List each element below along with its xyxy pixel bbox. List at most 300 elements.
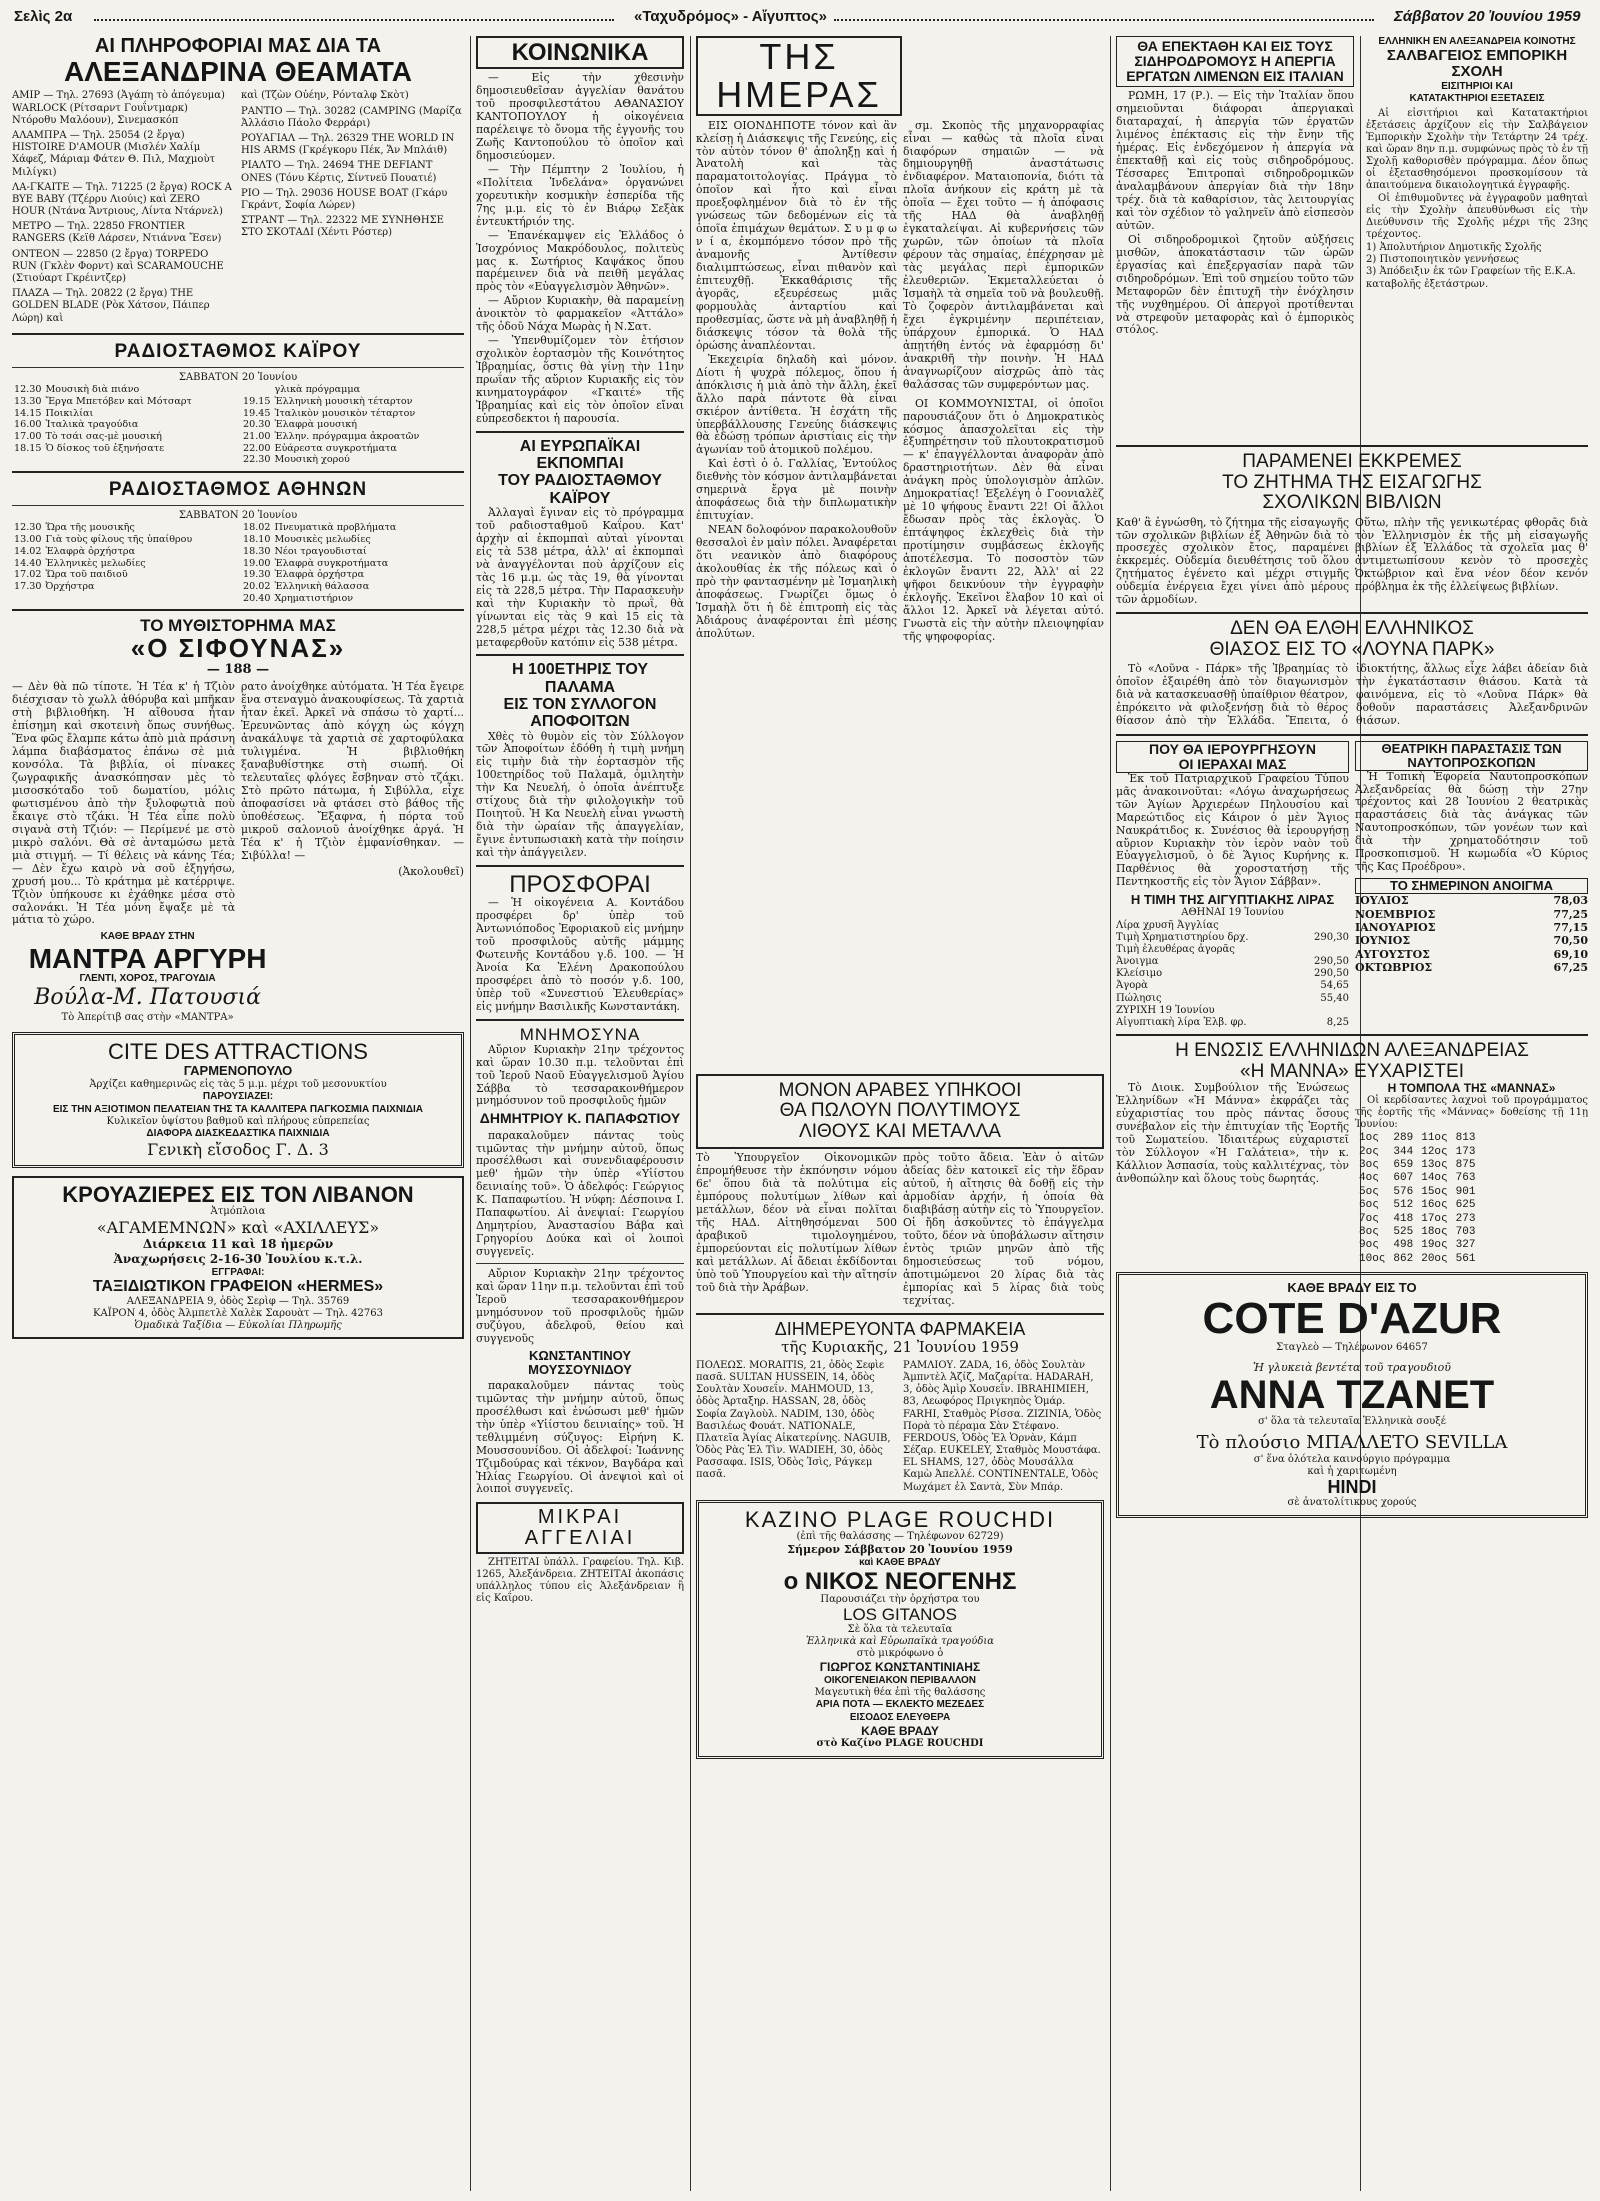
tombola-cell: 862 — [1393, 1252, 1414, 1265]
strike-p2: Οἱ σιδηροδρομικοὶ ζητοῦν αὐξήσεις μισθῶν, ἀποκατάστασιν τῶν ὡρῶν ἐργασίας καὶ ἐπεξεργασίαν παρὰ τῶν σιδηροδρόμων. Ἐπὶ τοῦ σημείου τοῦτο τῶν Μεταφορῶν δὲν ἐπιτυχῆ τὴν ἐνόχλησιν τῆς νυχθημέρου. Οἱ ἀπεργοὶ προτίθενται νὰ στρεφοῦν μεταφορὰς καὶ ὁ ἐμπορικὸς στόλος. — [1116, 232, 1354, 337]
tombola-row — [1355, 1186, 1479, 1199]
radio-program-cell: Ἑλληνικὲς μελωδίες — [45, 557, 146, 569]
opening-month: ΟΚΤΩΒΡΙΟΣ — [1355, 961, 1433, 975]
tombola-cell: 10ος — [1359, 1252, 1386, 1265]
tombola-row — [1355, 1213, 1479, 1226]
lira-label: Ἀνοιγμα — [1116, 956, 1159, 968]
lira-label: Ἀγορὰ — [1116, 980, 1148, 992]
radio-program-row — [12, 384, 194, 396]
cinema-listing: ΠΛΑΖΑ — Τηλ. 20822 (2 ἔργα) THE GOLDEN BLADE (Ρὸκ Χάτσον, Πάιπερ Λώρη) καὶ — [12, 288, 210, 324]
radio-program-cell: Νέοι τραγουδισταί — [274, 545, 367, 557]
tombola-cell: 17ος — [1421, 1212, 1448, 1225]
gems-title: ΜΟΝΟΝ ΑΡΑΒΕΣ ΥΠΗΚΟΟΙ ΘΑ ΠΩΛΟΥΝ ΠΟΛΥΤΙΜΟΥΣ ΛΙΘΟΥΣ ΚΑΙ ΜΕΤΑΛΛΑ — [778, 1079, 1022, 1142]
pharmacies-date: τῆς Κυριακῆς, 21 Ἰουνίου 1959 — [781, 1338, 1019, 1357]
lira-value: 55,40 — [1320, 992, 1349, 1004]
pharmacies-city: ΠΟΛΕΩΣ. MORAITIS, 21, ὁδὸς Σεφὶε πασᾶ. SULTAN HUSSEIN, 14, ὁδὸς Σουλτὰν Χουσεΐν. MAHMOUD, 13, ὁδὸς Ἀρταξηρ. HASSAN, 28, ὁδὸς Σοφία Ζαγλοὺλ. NADIM, 130, ὁδὸς Βασιλέως Φουάτ. NATIONALE, Πλατεῖα Ἁγίας Αἰκατερίνης. NAGUIB, Ὁδὸς Ρὰς Ἐλ Τὶν. WADIEH, 30, ὁδὸς Ρασσαφα. ISIS, Ὁδὸς Ἰσὶς, Ράγκεμ πασᾶ. — [696, 1359, 891, 1481]
novel-text-left: — Δὲν θὰ πῶ τίποτε. Ἡ Τέα κ' ἡ Τζιὸν διέσχισαν τὸ χωλλ ἀθόρυβα καὶ μπῆκαν στὴ βιβλιοθήκη. Ἡ αἴθουσα ἦταν ἐπίσημη καὶ σκοτεινὴ ὅπως συνήθως. Ἕνα φῶς ἔλαμπε κάτω ἀπὸ μιὰ πράσινη λάμπα διαβάσματος ἐπάνω σὲ μιὰ κονσόλα. Τὰ βιβλία, οἱ πίνακες ζωγραφικῆς ἀνασκόπησαν μὲς τὸ μισοσκόταδο τοῦ δωματίου, μόλις φωτισμένου ἀπὸ τὴν ξυλοφωτιὰ ποὺ ἔκαιγε στὸ τζάκι. Ἡ Τέα εἶπε πολὺ σιγανὰ στὴ Τζιόν: — Περίμενέ με στὸ μικρὸ σαλόνι. Θὰ σὲ ἀνταμώσω μετὰ μιὰ στιγμή. — Τί θέλεις νὰ κάνης Τέα; — Δὲν ἔχω καιρὸ νὰ σοῦ ἐξηγήσω, χρυσή μου... Τὸ κράτημα μὲ κατέρριψε. Τζιὸν ὑπήκουσε κι ἐχάθηκε μέσα στὸ σαλονάκι. Ἡ Τέα μόνη ἔψαξε μὲ τὰ μάτια τὸ χώρο. — [12, 680, 235, 927]
mandra-ad-sub: ΓΛΕΝΤΙ, ΧΟΡΟΣ, ΤΡΑΓΟΥΔΙΑ — [79, 973, 216, 985]
opening-month: ΝΟΕΜΒΡΙΟΣ — [1355, 907, 1436, 921]
opening-month: ΙΑΝΟΥΑΡΙΟΣ — [1355, 921, 1436, 935]
kazino-l6: Σὲ ὅλα τὰ τελευταῖα — [847, 1623, 953, 1635]
kazino-l8: στὸ μικρόφωνο ὁ — [856, 1648, 944, 1660]
cote-top: ΚΑΘΕ ΒΡΑΔΥ ΕΙΣ ΤΟ — [1287, 1280, 1417, 1296]
tombola-cell: 813 — [1455, 1132, 1476, 1145]
radio-program-cell: Ὥρα τοῦ παιδιοῦ — [45, 569, 128, 581]
cote-sub: Σταγλεὸ — Τηλέφωνον 64657 — [1276, 1342, 1428, 1354]
radio-program-table — [241, 384, 421, 466]
radio-athens-day: ΣΑΒΒΑΤΟΝ 20 Ἰουνίου — [178, 510, 298, 522]
books-head: ΠΑΡΑΜΕΝΕΙ ΕΚΚΡΕΜΕΣ ΤΟ ΖΗΤΗΜΑ ΤΗΣ ΕΙΣΑΓΩΓΗΣ ΣΧΟΛΙΚΩΝ ΒΙΒΛΙΩΝ — [1222, 451, 1482, 514]
opening-month: ΙΟΥΛΙΟΣ — [1355, 894, 1409, 908]
radio-program-cell: 18.15 — [14, 442, 42, 454]
cite-line-6: Γενικὴ εἴσοδος Γ. Δ. 3 — [147, 1140, 329, 1160]
novel-continued: (Ἀκολουθεῖ) — [398, 864, 464, 878]
column-2 — [476, 36, 684, 2193]
paper-title: «Ταχυδρόμος» - Αἴγυπτος» — [634, 8, 827, 25]
lira-row — [1116, 956, 1349, 968]
radio-program-table — [241, 522, 398, 604]
radio-program-cell: 18.02 — [243, 522, 271, 534]
editorial-f: ΟΙ ΚΟΜΜΟΥΝΙΣΤΑΙ, οἱ ὁποῖοι παρουσιάζουν ὅτι ὁ Δημοκρατικὸς κόσμος ἀπασχολεῖται εἰς τὴν ἐξυπηρέτησιν τοῦ πλουτοκρατισμοῦ — κ' ἐπαγγέλλονται ἀναφορὰν ἀπὸ δραστηριοτήτων. Δὲν θὰ εἶναι ἀνάγκη πρὸς ὑπολογισμὸν ἁπλῶν. Δημοκρατίας! Ἐξελέγη ὁ Γοονιαλὲζ μὲ 10 ψήφους ἔναντι 22! Οἱ ἄλλοι ἔδωσαν πρὸς τὰς ἐκλογὰς. Ὁ ἑπτάψηφος ἐκλεχθεὶς διὰ τὴν προτίμησιν συμβάσεως ἐκλογῆς ἀποτέλεσμα. Τὸ ποσοστὸν τῶν ἐκλογῶν ἔναντι 22, Ἀλλ' αἱ 22 ψῆφοι δεικνύουν τὴν ἐγγραφὴν ἐκλογῆς. Ἐκεῖνοι ἔλαβον 10 καὶ οἱ ἄλλοι 12. Ἀρκεῖ νὰ λέγεται αὐτό. Γνωστὰ εἰς τὴν αὐτὴν πλειοψηφίαν τῆς ψηφοφορίας. — [903, 396, 1104, 643]
page-number: Σελὶς 2α — [14, 8, 73, 25]
opening-month: ΙΟΥΝΙΟΣ — [1355, 934, 1411, 948]
opening-value: 77,15 — [1553, 921, 1588, 935]
cinema-listings — [12, 90, 464, 327]
tombola-cell: 901 — [1455, 1185, 1476, 1198]
kazino-l10: ΟΙΚΟΓΕΝΕΙΑΚΟΝ ΠΕΡΙΒΑΛΛΟΝ — [823, 1675, 977, 1687]
classifieds-text: ΖΗΤΕΙΤΑΙ ὑπάλλ. Γραφείου. Τηλ. Κιβ. 1265, Ἀλεξάνδρεια. ΖΗΤΕΙΤΑΙ ἀκοπάσις υπάλληλος τύπου εἰς Ἀλεξάνδρειαν ἢ εἰς Καΐρου. — [476, 1557, 684, 1605]
cinema-head: ΑΙ ΠΛΗΡΟΦΟΡΙΑΙ ΜΑΣ ΔΙΑ ΤΑ — [94, 36, 382, 57]
donations-text: — Ἡ οἰκογένεια Α. Κοντάδου προσφέρει δρ' ὑπὲρ τοῦ Ἀντωνιόποδος Ἐφοριακοῦ εἰς μνήμην τοῦ προσφιλοῦς αὐτῆς μάμμης Φωτεινῆς Κοντάδου γ.δ. 100. — Ἡ Ἀνοία Κα Ἐλένη Δρακοπούλου προσφέρει ἀπὸ τὸ ποσόν γ.δ. 100, ὑπὲρ τοῦ «Συνεστιού Ἐλευθερίας» εἰς μνήμην Βασιλικῆς Κωνσταντάκη. — [476, 896, 684, 1013]
tombola-cell: 498 — [1393, 1239, 1414, 1252]
books-text-1: Καθ' ἃ ἐγνώσθη, τὸ ζήτημα τῆς εἰσαγωγῆς τῶν σχολικῶν βιβλίων ἐξ Ἀθηνῶν διὰ τὸ προσεχὲς σχολικὸν ἔτος, παραμένει ἐκκρεμές. Οὐδεμία διευθέτησις τοῦ ὅλου ζητήματος ἐγένετο καὶ μέχρι στιγμῆς οὐδεμία ἐνέργεια ἔχει γίνει ἀπὸ μέρους τῶν ἁρμοδίων. — [1116, 515, 1349, 607]
radio-program-row — [241, 454, 421, 466]
kazino-l4: Παρουσιάζει τὴν ὀρχήστρα του — [820, 1593, 980, 1605]
cinema-listing: ΡΟΥΑΓΙΑΛ — Τηλ. 26329 THE WORLD IN HIS ARMS (Γκρέγκορυ Πέκ, Ἄν Μπλάιθ) — [241, 132, 455, 157]
manna-text: Τὸ Διοικ. Συμβούλιον τῆς Ἑνώσεως Ἑλληνίδων «Ἡ Μάννα» ἐκφράζει τὰς εὐχαριστίας του πρὸς πάντας ὅσους συνέβαλον εἰς τὴν ἐπιτυχίαν τῆς Ἐορτῆς τοῦ Σωματείου. Ἰδιαιτέρως εὐχαριστεῖ τὸν Σύλλογον «Ἡ Γαλάτεια», τὴν κ. Κάλλιον Ἀσπασία, τοὺς καλλιτέχνας, τὸν ἀνθοπώλην καὶ ὅλους τοὺς δωρητάς. — [1116, 1081, 1349, 1185]
radio-program-cell: 19.15 — [243, 395, 271, 407]
opening-value: 69,10 — [1553, 947, 1588, 961]
tombola-cell: 12ος — [1421, 1145, 1448, 1158]
theatre-text: Ἡ Τοπικὴ Ἐφορεία Ναυτοπροσκόπων Ἀλεξανδρείας θὰ δώσῃ τὴν 27ην τρέχοντος καὶ 28 Ἰουνίου 2 θεατρικὰς παραστάσεις διὰ τὰς ἀνάγκας τῶν Ναυτοπροσκόπων, τῶν γονέων των καὶ διὰ τὴν χρηματοδότησιν τοῦ Προσκοπισμοῦ. Ἡ κωμωδία «Ὁ Κύριος τῆς Κας Προέδρου». — [1355, 769, 1588, 874]
kazino-l5: LOS GITANOS — [843, 1605, 957, 1625]
mandra-ad-note: Τὸ Ἀπερίτιβ σας στὴν «ΜΑΝΤΡΑ» — [61, 1012, 234, 1024]
cite-sub: ΓΑΡΜΕΝΟΠΟΥΛΟ — [183, 1063, 293, 1079]
opening-row — [1355, 961, 1588, 974]
tombola-cell: 763 — [1455, 1172, 1476, 1185]
radio-program-cell: Ποικιλίαι — [45, 407, 94, 419]
lira-row — [1116, 944, 1349, 956]
radio-program-cell: 21.00 — [243, 430, 271, 442]
cinema-listing: ΑΛΑΜΠΡΑ — Τηλ. 25054 (2 ἔργα) HISTOIRE D'AMOUR (Μισλέν Χαλίμ Χάφεζ, Μάριαμ Φάτεν Θ. Πιλ, Μαχμοὺτ Μιλίγκι) — [12, 129, 216, 178]
novel-text — [12, 681, 464, 927]
kazino-sub: (ἐπὶ τῆς θαλάσσης — Τηλέφωνον 62729) — [796, 1530, 1004, 1542]
opening-month: ΑΥΓΟΥΣΤΟΣ — [1355, 947, 1430, 961]
radio-program-row — [241, 419, 421, 431]
radio-program-row — [12, 558, 194, 570]
pharmacies-ramleh: ΡΑΜΛΙΟΥ. ZADA, 16, ὁδὸς Σουλτὰν Ἀμπντὲλ Ἀζίζ, Μαζαρίτα. HADARAH, 3, ὁδὸς Ἀμὶρ Χουσεΐν. IBRAHIMIEH, 83, Λεωφόρος Πριγκηπὸς Ὁμάρ. FARHI, Σταθμὸς Ρίσσα. ZIZINIA, Ὁδὸς Πορὰ τὸ πέραμα Σὰν Στέφανο. FERDOUS, Ὁδὸς Ἐλ Ὁρνὰν, Κάμπ Σέζαρ. EUKELEY, Σταθμὸς Μουστάφα. EL SHAMS, 127, ὁδὸς Μουσάλλα Καμὼ Ἀπελλέ. CONTINENTALE, Ὁδὸς Μωχάμετ ἐλ Σαντὰ, Σὺν Μπάρ. — [903, 1359, 1102, 1493]
radio-program-row — [241, 558, 398, 570]
cruise-line-1: Ἀτμόπλοια — [210, 1205, 266, 1217]
tombola-row — [1355, 1199, 1479, 1212]
radio-program-row — [241, 546, 398, 558]
opening-value: 77,25 — [1553, 907, 1588, 921]
tombola-cell: 7ος — [1359, 1212, 1379, 1225]
radio-program-row — [241, 431, 421, 443]
cinema-title: ΑΛΕΞΑΝΔΡΙΝΑ ΘΕΑΜΑΤΑ — [64, 56, 412, 87]
tombola-row — [1355, 1226, 1479, 1239]
theatre-head: ΘΕΑΤΡΙΚΗ ΠΑΡΑΣΤΑΣΙΣ ΤΩΝ ΝΑΥΤΟΠΡΟΣΚΟΠΩΝ — [1355, 741, 1588, 771]
euro-broadcasts-head: ΑΙ ΕΥΡΩΠΑΪΚΑΙ ΕΚΠΟΜΠΑΙ ΤΟΥ ΡΑΔΙΟΣΤΑΘΜΟΥ ΚΑΪΡΟΥ — [498, 437, 662, 507]
tombola-cell: 16ος — [1421, 1199, 1448, 1212]
lira-label: Τιμὴ Χρηματιστηρίου δρχ. — [1116, 931, 1249, 943]
radio-program-cell: Ἐλαφρὰ ὀρχήστρα — [274, 569, 365, 581]
lira-label: Τιμὴ ἐλευθέρας ἀγορᾶς — [1116, 943, 1235, 955]
tombola-cell: 327 — [1455, 1239, 1476, 1252]
kazino-l14: ΚΑΘΕ ΒΡΑΔΥ — [861, 1723, 939, 1738]
gems-text-left: Τὸ Ὑπουργεῖον Οἰκονομικῶν ἐπρομήθευσε τὴν ἐκπόνησιν νόμου 6ε' ὅπου διὰ τὰ πολύτιμα εἰς ἐμπόρους πολυτίμων λίθων καὶ μετάλλων, δέον νὰ εἶναι πολῖται τῆς ΗΑΔ. Αἰτηθησόμεναι 500 ἀραβικοῦ τιμολογημένου, ἐμπορεύονται εἰς πολυτίμων λίθων καὶ μετάλλων. Αἱ ἄδειαι ἐκδίδονται ὑπὸ τοῦ Ὑπουργείου καὶ τὴν αἴτησίν τοῦ διὰ τὴν Ἀράβων. — [696, 1151, 897, 1294]
euro-broadcasts-text: Ἀλλαγαὶ ἔγιναν εἰς τὸ πρόγραμμα τοῦ ραδιοσταθμοῦ Καΐρου. Κατ' ἀρχὴν αἱ ἐκπομπαὶ αὐταὶ γίνονται εἰς τὰ 538 μέτρα, ἀλλ' αἱ ἐκπομπαὶ νὰ ἀναγγέλονται ποὺ ἀρχίζουν εἰς τὰς 16 μ.μ. ὡς τὰς 19, θὰ γίνονται εἰς τὰ 228,5 μέτρα. Τὴν Παρασκευὴν καὶ τὴν Κυριακὴν τὸ πρωῒ, θὰ γίνωνται εἰς τὰς 9 καὶ 15 εἰς τὰ 228,5 μέτρα μέχρι τὰς 12.30 διὰ νὰ μεταφερθοῦν κατόπιν εἰς 538 μέτρα. — [476, 505, 684, 649]
school-community: ΕΛΛΗΝΙΚΗ ΕΝ ΑΛΕΞΑΝΔΡΕΙΑ ΚΟΙΝΟΤΗΣ — [1378, 36, 1576, 47]
opening-row — [1355, 934, 1588, 947]
tombola-cell: 173 — [1455, 1145, 1476, 1158]
cote-l1: Ἡ γλυκειὰ βεντέτα τοῦ τραγουδιοῦ — [1253, 1360, 1451, 1374]
radio-program-cell: 17.00 — [14, 430, 42, 442]
lower-right — [1116, 440, 1588, 2193]
cote-l6: HINDI — [1327, 1477, 1377, 1498]
radio-program-cell: 17.02 — [14, 569, 42, 581]
kazino-title: ΚΑΖΙΝΟ PLAGE ROUCHDI — [744, 1506, 1056, 1532]
novel-text-right: ρατο ἀνοίχθηκε αὐτόματα. Ἡ Τέα ἔγειρε ἕνα στεναγμὸ ἀνακουφίσεως. Τὰ χαρτιὰ ἦταν ἐκεῖ. Ἀρκεῖ νὰ σπάσω τὸ χαρτί... Ἐρευνῶντας ἀπὸ κόγχη ὡς κόγχη ἀνακάλυψε τὰ χαρτιὰ σὲ χαρτοφύλακα τυλιγμένα. Ἡ βιβλιοθήκη ξαναβυθίστηκε στὴ σιωπή. Οἱ τελευταῖες φλόγες ἔσβηναν στὸ τζάκι. Στὸ πρῶτο πάτωμα, ἡ Σιβύλλα, εἶχε ἀποφασίσει νὰ φτάσει στὸ βάθος τῆς ὑποθέσεως. Ἔξαφνα, ἡ πόρτα τοῦ μικροῦ σαλονιοῦ ἀνοίχθηκε ἀργά. Ἡ Τέα κ' ἡ Τζιὸν ἐμφανίσθηκαν. — Σιβύλλα! — — [241, 680, 464, 862]
cruise-line-6: ΤΑΞΙΔΙΩΤΙΚΟΝ ΓΡΑΦΕΙΟΝ «HERMES» — [92, 1277, 384, 1295]
radio-program-cell — [241, 384, 272, 396]
cote-name: ΑΝΝΑ ΤΖΑΝΕΤ — [1209, 1372, 1495, 1417]
school-title: ΣΑΛΒΑΓΕΙΟΣ ΕΜΠΟΡΙΚΗ ΣΧΟΛΗ — [1386, 47, 1568, 81]
tombola-cell: 20ος — [1421, 1252, 1448, 1265]
school-p2: Οἱ ἐπιθυμοῦντες νὰ ἐγγραφοῦν μαθηταὶ εἰς τὴν Σχολὴν ἀπευθύνθωσι εἰς τὴν Διεύθυνσιν τῆς Σχολῆς μέχρι τῆς 23ης τρέχοντος. — [1366, 192, 1588, 240]
kazino-l9: ΓΙΩΡΓΟΣ ΚΩΝΣΤΑΝΤΙΝΙΑΗΣ — [819, 1660, 981, 1675]
radio-program-cell: Ἐλαφρὰ μουσική — [274, 419, 357, 431]
cote-dazur-ad — [1116, 1272, 1588, 1517]
cite-line-3: ΕΙΣ ΤΗΝ ΑΞΙΟΤΙΜΟΝ ΠΕΛΑΤΕΙΑΝ ΤΗΣ ΤΑ ΚΑΛΛΙΤΕΡΑ ΠΑΓΚΟΣΜΙΑ ΠΑΙΧΝΙΔΙΑ — [52, 1103, 424, 1115]
tombola-cell: 11ος — [1421, 1132, 1448, 1145]
radio-program-cell: 19.30 — [243, 569, 271, 581]
column-3 — [696, 36, 1104, 2193]
classifieds-title: ΜΙΚΡΑΙ ΑΓΓΕΛΙΑΙ — [524, 1506, 636, 1550]
radio-program-row — [12, 546, 194, 558]
memorial-1-name: ΔΗΜΗΤΡΙΟΥ Κ. ΠΑΠΑΦΩΤΙΟΥ — [479, 1110, 681, 1127]
of-the-day-text — [696, 120, 1104, 1070]
radio-program-row — [12, 443, 194, 455]
novel-installment: — 188 — — [206, 662, 270, 678]
editorial-a: ΕΙΣ ΟΙΟΝΔΗΠΟΤΕ τόνον καὶ ἂν κλείσῃ ἡ Διάσκεψις τῆς Γενεύης, εἰς τὸν αὐτὸν τόνον θ' ἀποληξῃ καὶ ἡ Ἀνατολὴ καὶ τὰς παραματοιτολογίας. Πράγμα τὸ ὁποῖον καὶ ἦτο καὶ εἶναι προεξοφλημένον διὰ τὸ ἐν τῆς γνώσεως τῶν δεδομένων εἰς τὰ ὁποῖα ἐπιμάχων θεμάτων. Σ υ μ φ ω ν ί α, ἐκομπόμενο τόσον πρὸ τῆς ἀναμονῆς Ἀντίθεσιν διαλιμπτώσεως, εἶναι πιθανὸν καὶ ἐπιτευχθῇ. Ἐκκαθάρισις τῆς ἀγορᾶς, εξευρέσεως μιᾶς φορμουλὰς ἀνταρτίου καὶ προθεσμίας, ὥστε νὰ μὴ ἀναβληθῇ ἡ διάσκεψις τόσον τὰ θολὰ τῆς ὁρώσης ἀναπλέονται. — [696, 119, 897, 352]
radio-program-row — [12, 522, 194, 534]
lira-table — [1116, 920, 1349, 1030]
radio-program-cell: Μουσικὲς μελωδίες — [274, 534, 371, 546]
kazino-l3: ο ΝΙΚΟΣ ΝΕΟΓΕΝΗΣ — [783, 1567, 1017, 1595]
radio-program-cell: Ὥρα τῆς μουσικῆς — [45, 522, 135, 534]
radio-athens-program — [12, 522, 464, 604]
radio-program-cell: 20.40 — [243, 592, 271, 604]
radio-program-cell: 17.30 — [14, 580, 42, 592]
radio-athens-title: ΡΑΔΙΟΣΤΑΘΜΟΣ ΑΘΗΝΩΝ — [108, 479, 368, 501]
cinema-listing: ΛΑ-ΓΚΑΙΤΕ — Τηλ. 71225 (2 ἔργα) ROCK A BYE BABY (Τζέρρυ Λιούις) καὶ ZERO HOUR (Ντάνα Ἄντριους, Λίντα Ντάρνελ) — [12, 181, 232, 218]
radio-program-row — [12, 534, 194, 546]
memorials-title: ΜΝΗΜΟΣΥΝΑ — [519, 1024, 641, 1044]
radio-program-row — [241, 593, 398, 605]
masthead — [14, 8, 1586, 30]
cite-line-1: Ἀρχίζει καθημερινῶς εἰς τὰς 5 μ.μ. μέχρι τοῦ μεσονυκτίου — [89, 1079, 387, 1091]
lira-head: Η ΤΙΜΗ ΤΗΣ ΑΙΓΥΠΤΙΑΚΗΣ ΛΙΡΑΣ — [1130, 892, 1335, 908]
memorial-2-text: παρακαλοῦμεν πάντας τοὺς τιμῶντας τὴν μνήμην αὐτοῦ, ὅπως προσέλθωσι καὶ ἐνώσωσι μεθ' ἡμῶν τὴν ὑπὲρ «Υἱίστου δεινιαίης» τοῦ. Ἡ τεθλιμμένη σύζυγος: Εἰρήνη Κ. Μουσσουνίδου. Οἱ ἀδελφοί: Ἰωάννης Τζιμδούρας καὶ τέκνον, Βαγδάρα καὶ Ἠλίας Γεωργίου. Οἱ ἀνεψιοὶ καὶ οἱ λοιποὶ συγγενεῖς. — [476, 1378, 684, 1496]
radio-program-cell: 22.30 — [243, 454, 271, 466]
social-p3: — Ἐπανέκαμψεν εἰς Ἑλλάδος ὁ Ἰσοχρόνιος Μακρόδουλος, πολιτεὺς μας κ. Σωτήριος Καψάκος ὅπου παρέμεινεν διὰ νὰ πειθῆ μεγάλας πρὸς τὸν «Εὐαγγελισμὸν Ἀθηνῶν». — [476, 228, 684, 294]
radio-program-cell: 20.30 — [243, 419, 271, 431]
memorial-2-name: ΚΩΝΣΤΑΝΤΙΝΟΥ ΜΟΥΣΣΟΥΝΙΔΟΥ — [528, 1347, 632, 1377]
tombola-cell: 2ος — [1359, 1145, 1379, 1158]
lira-value — [1300, 920, 1349, 932]
opening-value: 70,50 — [1553, 934, 1588, 948]
manna-head: Η ΕΝΩΣΙΣ ΕΛΛΗΝΙΔΩΝ ΑΛΕΞΑΝΔΡΕΙΑΣ «Η ΜΑΝΝΑ» ΕΥΧΑΡΙΣΤΕΙ — [1175, 1040, 1529, 1082]
radio-program-cell: Ἰταλικὸν μουσικὸν τέταρτον — [274, 407, 416, 419]
lira-row — [1116, 1017, 1349, 1029]
lira-label: ΖΥΡΙΧΗ 19 Ἰουνίου — [1116, 1004, 1215, 1016]
tombola-cell: 703 — [1455, 1226, 1476, 1239]
editorial-b: Ἐκεχειρία δηλαδὴ καὶ μόνον. Δίοτι ἡ ψυχρὰ πόλεμος, ὅπου ἡ ἀπόκλισις ἡ μιὰ ἀπὸ τὴν ἄλλη, ἐκεῖ ἄλλο παρὰ πάντοτε θὰ εἶναι σκιέρον ἀντίθετα. Ἡ ἐσχάτη τῆς ὑπερβάλλουσης Γενεύης διάσκεψις θὰ ἐδώσῃ τρόπων ἀριστίαις εἰς τὴν ἀγωνίαν τοῦ ἀτομικοῦ πολέμου. — [696, 352, 897, 457]
radio-cairo-program — [12, 384, 464, 466]
cruise-title: ΚΡΟΥΑΖΙΕΡΕΣ ΕΙΣ ΤΟΝ ΛΙΒΑΝΟΝ — [62, 1181, 414, 1207]
cinema-listing: ΜΕΤΡΟ — Τηλ. 22850 FRONTIER RANGERS (Κεϊθ Λάρσεν, Ντιάννα Ἔσεν) — [12, 221, 222, 245]
tombola-cell: 6ος — [1359, 1199, 1379, 1212]
luna-text: Τὸ «Λοῦνα - Πάρκ» τῆς Ἰβραημίας τὸ ὁποῖον ἐξαιρέθη ἀπὸ τὸν διαγωνισμὸν διὰ νὰ κατασκευασθῇ ὑπαίθριον θέατρον, ἐπρόκειτο νὰ φιλοξενήσῃ διὰ τὸ θέρος θίασον ἀπὸ τὴν Ἑλλάδα. Ἔπειτα, ὁ ἰδιοκτήτης, ἄλλως εἶχε λάβει ἀδείαν διὰ τὴν ἐγκατάστασιν θιάσου. Κατὰ τὰ φαινόμενα, εἰς τὸ «Λοῦνα Πάρκ» θὰ δοθοῦν παραστάσεις Ἀλεξανδρινῶν θιάσων. — [1116, 662, 1588, 728]
cinema-listing: ΡΑΝΤΙΟ — Τηλ. 30282 (CAMPING (Μαρίζα Ἀλλάσιο Πάολο Φερράρι) — [241, 105, 462, 129]
lira-date: ΑΘΗΝΑΙ 19 Ἰουνίου — [1181, 907, 1284, 919]
cruise-line-4: Ἀναχωρήσεις 2-16-30 Ἰουλίου κ.τ.λ. — [113, 1252, 363, 1267]
radio-program-row — [12, 431, 194, 443]
radio-program-cell: 18.10 — [243, 534, 271, 546]
kazino-l1: Σήμερον Σάββατον 20 Ἰουνίου 1959 — [787, 1543, 1013, 1557]
school-doc-item: 2) Πιστοποιητικὸν γεννήσεως — [1366, 254, 1520, 266]
radio-program-cell: 20.02 — [243, 580, 271, 592]
tombola-cell: 344 — [1393, 1145, 1414, 1158]
cinema-listing: ΡΙΑΛΤΟ — Τηλ. 24694 THE DEFIANT ONES (Τόνυ Κέρτις, Σίντνεϋ Πουατιέ) — [241, 160, 437, 184]
lira-row — [1116, 968, 1349, 980]
palamas-text: Χθὲς τὸ θυμὸν εἰς τὸν Σύλλογον τῶν Ἀποφοίτων ἐδόθη ἡ τιμὴ μνήμη εἰς τιμὴν διὰ τὴν ἑορτασμὸν τῆς 100ετηρίδος τοῦ Παλαμᾶ, ὁμιλητὴν τὴν Κα Νευελή, ὁ ὁποῖα ἀνέπτυξε στίχους διὰ τὴν φιλολογικὴν τοῦ Ποιητοῦ. Ἡ Κα Νευελὴ εἶναι γνωστὴ διὰ τὴν ὡραίαν τῆς ἀπαγγελίαν, ἔγινε ἐντυπωσιακὴ κατὰ τὴν ποίησιν καὶ τὴν ἀπάγγειλεν. — [476, 729, 684, 860]
radio-program-cell: 14.15 — [14, 407, 42, 419]
classifieds — [476, 1502, 684, 1554]
opening-table — [1355, 894, 1588, 974]
school-docs-list — [1366, 242, 1588, 291]
opening-row — [1355, 894, 1588, 907]
novel-title: «Ο ΣΙΦΟΥΝΑΣ» — [130, 633, 346, 664]
mandra-ad — [12, 931, 283, 1024]
cite-attractions-ad — [12, 1032, 464, 1167]
cruise-line-2: «ΑΓΑΜΕΜΝΩΝ» καὶ «ΑΧΙΛΛΕΥΣ» — [96, 1217, 380, 1237]
radio-program-cell: 14.40 — [14, 557, 42, 569]
kazino-l2: καὶ ΚΑΘΕ ΒΡΑΔΥ — [859, 1556, 941, 1568]
tombola-cell: 289 — [1393, 1132, 1414, 1145]
radio-program-cell: Ὁ δίσκος τοῦ ἐξηνήσατε — [45, 442, 165, 454]
radio-program-cell: Ἐλληνικὴ μουσικὴ τέταρτον — [274, 395, 413, 407]
tombola-cell: 19ος — [1421, 1239, 1448, 1252]
lira-value: 290,50 — [1314, 968, 1349, 980]
pharmacies-title: ΔΙΗΜΕΡΕΥΟΝΤΑ ΦΑΡΜΑΚΕΙΑ — [774, 1318, 1026, 1339]
issue-date: Σάββατον 20 Ἰουνίου 1959 — [1394, 8, 1581, 25]
cruise-line-5: ΕΓΓΡΑΦΑΙ: — [211, 1266, 265, 1278]
radio-program-table — [12, 522, 194, 592]
books-text-2: Οὕτω, πλὴν τῆς γενικωτέρας φθορᾶς διὰ τὸν Ἑλληνισμὸν ἐκ τῆς μὴ εἰσαγωγῆς βιβλίων ἐξ Ἑλλάδος τὰ σχολεῖα μας θ' ἀντιμετωπίσουν κενὸν τὸ προσεχὲς Ὀκτώβριον καὶ ἕνα νέον δέον κενόν πρόβλημα ἐκ τῆς ἐλλείψεως βιβλίων. — [1355, 515, 1588, 594]
radio-program-cell: 12.30 — [14, 522, 42, 534]
lira-value — [1300, 944, 1349, 956]
tombola-cell: 625 — [1455, 1199, 1476, 1212]
radio-program-row — [241, 569, 398, 581]
radio-program-cell: Χρηματιστήριον — [274, 592, 354, 604]
palamas-head: Η 100ΕΤΗΡΙΣ ΤΟΥ ΠΑΛΑΜΑ ΕΙΣ ΤΟΝ ΣΥΛΛΟΓΟΝ ΑΠΟΦΟΙΤΩΝ — [503, 661, 657, 731]
radio-program-cell: Πνευματικὰ προβλήματα — [274, 522, 397, 534]
tombola-cell: 273 — [1455, 1212, 1476, 1225]
social-title: ΚΟΙΝΩΝΙΚΑ — [476, 36, 684, 69]
radio-program-row — [241, 384, 421, 396]
radio-program-cell: 13.00 — [14, 534, 42, 546]
tombola-cell: 525 — [1393, 1226, 1414, 1239]
memorial-1-text: παρακαλοῦμεν πάντας τοὺς τιμῶντας τὴν μνήμην αὐτοῦ, ὅπως προσέλθωσι καὶ συνενδιαφέρουσιν μεθ' ἡμῶν τὴν ὑπὲρ «Υἱίστου δεινιαίης τοῦ». Ὁ ἀδελφός: Γεώργιος Κ. Παπαφωτίου. Ἡ νύφη: Δέσποινα Ι. Παπαφωτίου. Αἱ ἀνεψιαί: Γεωργίου Δημητρίου, Ἀναστασίου Βάβα καὶ Γρηγορίου Δούκα καὶ οἱ λοιποὶ συγγενεῖς. — [476, 1128, 684, 1259]
cinema-listing: ΣΤΡΑΝΤ — Τηλ. 22322 ΜΕ ΣΥΝΗΘΗΣΕ ΣΤΟ ΣΚΟΤΑΔΙ (Χέντι Ρόστερ) — [241, 215, 444, 239]
cruise-line-9: Ὁμαδικὰ Ταξίδια — Εὐκολίαι Πληρωμῆς — [134, 1320, 342, 1332]
tombola-cell: 576 — [1393, 1185, 1414, 1198]
tombola-cell: 418 — [1393, 1212, 1414, 1225]
radio-program-cell: 19.45 — [243, 407, 271, 419]
memorial-1-intro: Αὔριον Κυριακὴν 21ην τρέχοντος καὶ ὥραν 10.30 π.μ. τελοῦνται ἐπὶ τοῦ Ἱεροῦ Ναοῦ Εὐαγγελισμοῦ Ἁγίου Σάββα τὸ τεσσαρακονθήμερον μνημόσυνον τοῦ προσφιλοῦς ἡμῶν — [476, 1042, 684, 1108]
novel-head: ΤΟ ΜΥΘΙΣΤΟΡΗΜΑ ΜΑΣ — [140, 616, 336, 636]
tombola-cell: 14ος — [1421, 1172, 1448, 1185]
mandra-ad-top: ΚΑΘΕ ΒΡΑΔΥ ΣΤΗΝ — [100, 931, 195, 943]
radio-program-row — [12, 396, 194, 408]
kazino-ad — [696, 1500, 1104, 1759]
tombola-cell: 659 — [1393, 1159, 1414, 1172]
radio-program-cell: Μουσικὴ διὰ πιάνο — [45, 384, 140, 396]
donations-title: ΠΡΟΣΦΟΡΑΙ — [509, 871, 651, 899]
gems-article — [696, 1074, 1104, 1150]
mandra-ad-title: ΜΑΝΤΡΑ ΑΡΓΥΡΗ — [28, 942, 267, 974]
opening-head: ΤΟ ΣΗΜΕΡΙΝΟΝ ΑΝΟΙΓΜΑ — [1355, 878, 1588, 894]
lira-label: Λίρα χρυσῆ Ἀγγλίας — [1116, 919, 1219, 931]
cite-line-5: ΔΙΑΦΟΡΑ ΔΙΑΣΚΕΔΑΣΤΙΚΑ ΠΑΙΧΝΙΔΙΑ — [146, 1127, 330, 1139]
gems-text-right: πρὸς τοῦτο ἄδεια. Ἐὰν ὁ αἰτῶν ἀδείας δὲν κατοικεῖ εἰς τὴν ἕδραν αὐτοῦ, ἡ αἴτησις θὰ δοθῇ εἰς τὴν ἀρμοδίαν ἀρχήν, ἡ ὁποία θὰ διαβιβάσῃ αὐτὴν εἰς τὸ Ὑπουργεῖον. Οἱ ἤδη ἀσκοῦντες τὸ ἐπάγγελμα τοῦτο, δέον νὰ ὑποβάλωσιν αἴτησιν ἐντὸς τριῶν μηνῶν ἀπὸ τῆς δημοσιεύσεως τοῦ νόμου, ἀποτιμώμενοι 20 λίρας διὰ τὰς ἐμπορίας καὶ 5 λίρας διὰ τοὺς τεχνίτας. — [903, 1151, 1104, 1307]
social-p4: — Αὔριον Κυριακὴν, θὰ παραμείνῃ ἀνοικτὸν τὸ φαρμακεῖον «Ἀττάλο» τῆς ὁδοῦ Νάχα Μωρὰς ἡ Ν.Σατ. — [476, 294, 684, 334]
lira-row — [1116, 1005, 1349, 1017]
radio-program-cell: Ἔργα Μπετόβεν καὶ Μότσαρτ — [45, 395, 192, 407]
mandra-ad-name: Βούλα-Μ. Πατουσιά — [34, 985, 262, 1011]
tombola-row — [1355, 1132, 1479, 1145]
school-doc-item: 3) Ἀπόδειξιν ἐκ τῶν Γραφείων τῆς Ε.Κ.Α. καταβολῆς ἐξετάστρων. — [1366, 266, 1576, 290]
tombola-text: Οἱ κερδίσαντες λαχνοὶ τοῦ προγράμματος τῆς ἑορτῆς τῆς «Μάννας» δοθείσης τῇ 11ῃ Ἰουνίου: — [1355, 1095, 1588, 1131]
radio-cairo-title: ΡΑΔΙΟΣΤΑΘΜΟΣ ΚΑΪΡΟΥ — [114, 340, 362, 362]
cote-l5: καὶ ἡ χαριτωμένη — [1307, 1466, 1397, 1478]
radio-program-cell: Μουσικὴ χορού — [274, 454, 350, 466]
tombola-cell: 8ος — [1359, 1226, 1379, 1239]
social-news — [476, 72, 684, 426]
tombola-cell: 512 — [1393, 1199, 1414, 1212]
radio-program-cell: 14.02 — [14, 545, 42, 557]
opening-row — [1355, 948, 1588, 961]
radio-program-cell: 18.30 — [243, 545, 271, 557]
cruise-ad — [12, 1176, 464, 1340]
tombola-cell: 15ος — [1421, 1185, 1448, 1198]
lira-value: 290,30 — [1314, 931, 1349, 943]
radio-program-cell: γλικὰ πρόγραμμα — [274, 384, 361, 396]
school-exams: ΕΙΣΙΤΗΡΙΟΙ ΚΑΙ ΚΑΤΑΤΑΚΤΗΡΙΟΙ ΕΞΕΤΑΣΕΙΣ — [1409, 80, 1545, 104]
radio-program-cell: Ἑλλην. πρόγραμμα ἀκροατῶν — [274, 430, 420, 442]
tombola-cell: 607 — [1393, 1172, 1414, 1185]
school-p1: Αἱ εἰσιτήριοι καὶ Κατατακτήριοι ἐξετάσεις ἀρχίζουν εἰς τὴν Σαλβάγειον Ἐμπορικὴν Σχολὴν τὴν Τετάρτην 24 τρέχ. καὶ ὥραν 8ην π.μ. συμφώνως πρὸς τὸ ἐν τῇ Σχολῇ καθορισθὲν πρόγραμμα. Δέον ὅπως οἱ ἐξετασθησόμενοι προσκομίσουν τὰ ἀπαιτούμενα δικαιολογητικά ἐγγραφῆς. — [1366, 107, 1588, 191]
tombola-cell: 13ος — [1421, 1159, 1448, 1172]
cruise-line-8: ΚΑΪΡΟΝ 4, ὁδὸς Ἀλμπετλὲ Χαλὲκ Σαρουὰτ — Τηλ. 42763 — [93, 1307, 383, 1319]
tombola-row — [1355, 1146, 1479, 1159]
radio-program-cell: Ἐλαφρὰ ὀρχήστρα — [45, 545, 136, 557]
luna-head: ΔΕΝ ΘΑ ΕΛΘΗ ΕΛΛΗΝΙΚΟΣ ΘΙΑΣΟΣ ΕΙΣ ΤΟ «ΛΟΥΝΑ ΠΑΡΚ» — [1209, 618, 1495, 660]
cote-title: COTE D'AZUR — [1202, 1294, 1502, 1344]
radio-program-cell: 12.30 — [14, 384, 42, 396]
radio-program-cell: Ἑλληνικὴ θάλασσα — [274, 580, 370, 592]
hierarchs-text: Ἐκ τοῦ Πατριαρχικοῦ Γραφείου Τύπου μᾶς ἀνακοινοῦται: «Λόγω ἀναχωρήσεως τῶν Ἁγίων Ἀρχιερέων Πηλουσίου καὶ Μαρεώτιδος εἰς Κάιρον ὁ μὲν Ἅγιος Ναυκράτιδος κ. Συνέσιος θὰ ἱερουργήσῃ αὔριον Κυριακὴν τὸν ἱερὸν ναὸν τοῦ Εὐαγγελισμοῦ, ὁ δὲ Ἅγιος Κυρήνης κ. Παρθένιος θὰ χοροστατήσῃ τῆς Πεντηκοστῆς εἰς τὸν Ἅγιον Σάββαν». — [1116, 771, 1349, 889]
lira-value: 8,25 — [1326, 1017, 1349, 1029]
tombola-row — [1355, 1172, 1479, 1185]
tombola-cell: 4ος — [1359, 1172, 1379, 1185]
lira-row — [1116, 920, 1349, 932]
radio-program-row — [241, 534, 398, 546]
lira-value — [1300, 1005, 1349, 1017]
opening-value: 67,25 — [1553, 961, 1588, 975]
radio-program-cell: 19.00 — [243, 557, 271, 569]
lira-row — [1116, 932, 1349, 944]
cruise-line-7: ΑΛΕΞΑΝΔΡΕΙΑ 9, ὁδὸς Σερὶφ — Τηλ. 35769 — [126, 1295, 350, 1307]
social-p5: — Ὑπενθυμίζομεν τὸν ἑτήσιον σχολικὸν ἑορτασμὸν τῆς Κοινότητος Ἰβραημίας, ὅστις θὰ γίνῃ τὴν 11ην πρωΐαν τῆς αὔριον Κυριακῆς εἰς τὸν κινηματογράφον «Γκαιτέ» τῆς Ἰβραημίας καὶ εἰς τὸν ὁποῖον εἴναι εὐπρεσδεκτοι ἡ παρουσία. — [476, 334, 684, 425]
radio-program-row — [12, 581, 194, 593]
radio-program-cell: 22.00 — [243, 442, 271, 454]
radio-program-row — [12, 419, 194, 431]
radio-cairo-day: ΣΑΒΒΑΤΟΝ 20 Ἰουνίου — [178, 371, 298, 383]
social-p2: — Τὴν Πέμπτην 2 Ἰουλίου, ἡ «Πολίτεια Ἰνδελάνα» ὀργανώνει χορευτικὴν κοσμικὴν ἑσπερίδα τῆς 7ης μ.μ. εἰς τὸ ἐν Βιάρῳ Σεξὰκ ἐντευκτήριόν της. — [476, 162, 684, 228]
memorial-2-intro: Αὔριον Κυριακὴν 21ην τρέχοντος καὶ ὥραν 11ην π.μ. τελοῦνται ἐπὶ τοῦ Ἱεροῦ τεσσαρακονθήμερον μνημόσυνον τοῦ προσφιλοῦς ἡμῶν συζύγου, ἀδελφοῦ, θείου καὶ συγγενοῦς — [476, 1267, 684, 1345]
cite-line-2: ΠΑΡΟΥΣΙΑΖΕΙ: — [202, 1091, 274, 1103]
strike-head: ΘΑ ΕΠΕΚΤΑΘΗ ΚΑΙ ΕΙΣ ΤΟΥΣ ΣΙΔΗΡΟΔΡΟΜΟΥΣ Η ΑΠΕΡΓΙΑ ΕΡΓΑΤΩΝ ΛΙΜΕΝΩΝ ΕΙΣ ΙΤΑΛΙΑΝ — [1116, 36, 1354, 87]
tombola-cell: 3ος — [1359, 1159, 1379, 1172]
lira-label: Αἰγυπτιακὴ λίρα Ἐλβ. φρ. — [1116, 1017, 1247, 1029]
cite-line-4: Κυλικεῖον ὑψίστου βαθμοῦ καὶ πλήρους εὐπρεπείας — [106, 1115, 370, 1127]
radio-program-row — [12, 569, 194, 581]
opening-row — [1355, 921, 1588, 934]
tombola-cell: 561 — [1455, 1252, 1476, 1265]
tombola-cell: 18ος — [1421, 1226, 1448, 1239]
kazino-l11: Μαγευτικὴ θέα ἐπὶ τῆς θαλάσσης — [814, 1687, 986, 1699]
radio-program-cell: Ἰταλικὰ τραγούδια — [45, 419, 139, 431]
tombola-head: Η ΤΟΜΠΟΛΑ ΤΗΣ «ΜΑΝΝΑΣ» — [1387, 1081, 1556, 1096]
radio-program-cell: Τὸ τσάι σας-μὲ μουσική — [45, 430, 162, 442]
radio-program-row — [241, 396, 421, 408]
radio-program-cell: Ἐλαφρὰ συγκροτήματα — [274, 557, 389, 569]
radio-program-table — [12, 384, 194, 454]
of-the-day-title: ΤΗΣ ΗΜΕΡΑΣ — [696, 36, 902, 116]
lira-value: 54,65 — [1320, 980, 1349, 992]
cinema-listing: καὶ (Τζὼν Οὐέην, Ρόνταλφ Σκὸτ) — [241, 90, 409, 102]
radio-program-cell: 16.00 — [14, 419, 42, 431]
editorial-d: ΝΕΑΝ δολοφόνον παρακολουθοῦν θεσσαλοὶ ἐν μαὶν πόλει. Ἀναφέρεται ὅτι νεανικὸν ἀπὸ διαφόρους ἀκολουθίας ἐκ τῆς πόλεως καὶ ὁ πρὸ τὴν φαντασμένην μὲ Ἰσμαηλικὴ ἀποφάσεως. Γνωρίζει ὅμως ὁ Ἰσμαὴλ ὅτι ἡ δὲ ἐπιτροπὴ εἰς τὰς Ἀδιάρους ἀναφέρονται ἐπὶ μέσης ἀπολύτων. — [696, 523, 897, 640]
social-p1: — Εἰς τὴν χθεσινὴν δημοσιευθεῖσαν ἀγγελίαν θανάτου τοῦ προσφιλεστάτου ΑΘΑΝΑΣΙΟΥ ΚΑΝΤΟΠΟΥΛΟΥ ἡ οἰκογένεια παρέλειψε τὸ ὄνομα τῆς ἐγγονῆς του Ζωῆς Καντοπούλου τὸ ὁποῖον καὶ δημοσιεύομεν. — [476, 71, 684, 162]
cote-l3: Τὸ πλούσιο ΜΠΑΛΛΕΤΟ SEVILLA — [1196, 1432, 1508, 1454]
lira-row — [1116, 993, 1349, 1005]
cite-title: CITE DES ATTRACTIONS — [108, 1039, 368, 1065]
editorial-e: σμ. Σκοπὸς τῆς μηχανορραφίας εἶναι — καθὼς τὰ πλοῖα εἶναι διαφόρων σημαιῶν — νὰ δημιουργηθῇ ἀναστάτωσις ἐνδιαφέρον. Ματαιοπονία, διότι τὰ πλοῖα ἀνήκουν εἰς κράτη μὲ τὰ ὁποῖα — ἔχει τοῦτο — ἡ ἀπόφασις τῆς ΗΑΔ θὰ ἀναβληθῇ ἐγκαταλείψαι. Αἱ κυβερνήσεις τῶν χωρῶν, τῶν ὁποίων τὰ πλοῖα φέρουν τὰς σημαίας, ἐπέχρησαν μὲ τὰς μεγάλας περὶ ἐμπορικῶν ἐλευθεριῶν. Ἐκμεταλλεύεται ὁ Ἰσμαὴλ τὰ σημεῖα τοῦ νὰ βουλευθῇ. Τὸ ζοφερὸν ἀντιλαμβάνεται καὶ ἔχει ἐγκριμένην περιπέτειαν, ὑπάρχουν ἐμπορικά. Ὁ ΗΑΔ ἀπῃτήθη ἐντός νὰ ἐφαρμόσῃ δι' ἀνακριθῆ τὴν ποινὴν. Ἡ ΗΑΔ ἀναγνωρίζουν αἰσχρῶς ἀπὸ τὰς θαλάσσας τῶν συμφερόντων μας. — [903, 119, 1104, 391]
